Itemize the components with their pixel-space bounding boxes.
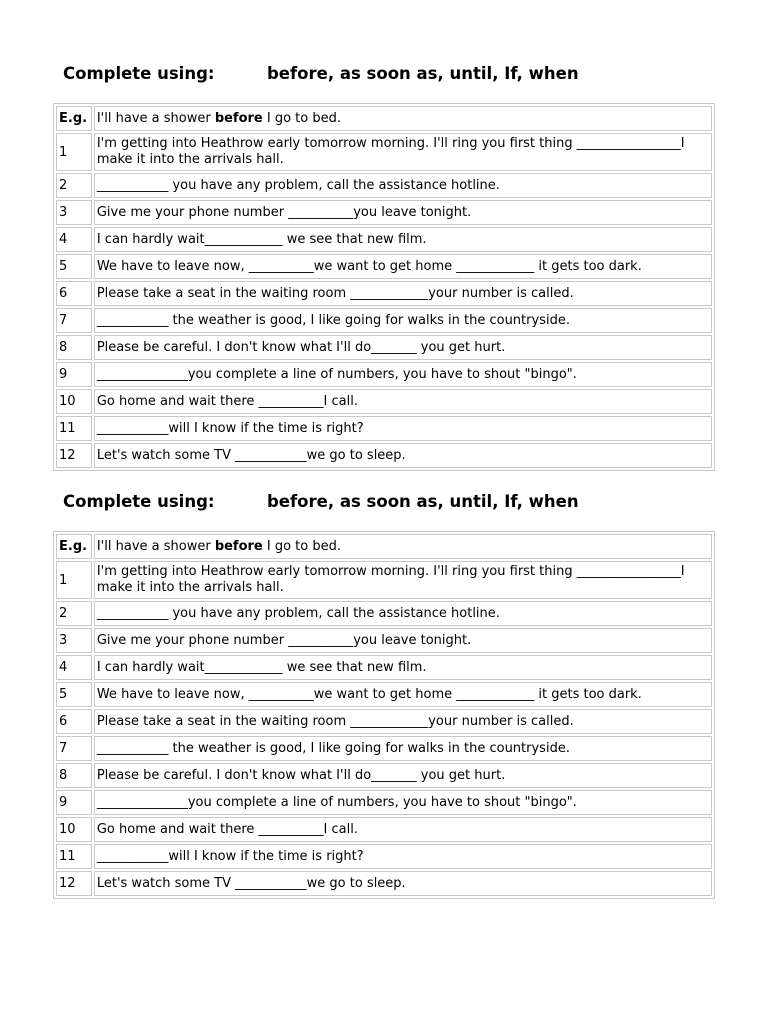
example-label: E.g. — [56, 534, 92, 559]
row-sentence: I'm getting into Heathrow early tomorrow morning. I'll ring you first thing ________________I make it into the arrivals hall. — [94, 133, 712, 171]
table-row — [56, 227, 712, 252]
heading-word-list: before, as soon as, until, If, when — [267, 64, 579, 83]
row-sentence: ___________will I know if the time is right? — [94, 844, 712, 869]
table-row — [56, 682, 712, 707]
table-row — [56, 709, 712, 734]
heading-label: Complete using: — [63, 64, 215, 83]
table-row — [56, 871, 712, 896]
table-row — [56, 844, 712, 869]
row-sentence: I'm getting into Heathrow early tomorrow morning. I'll ring you first thing ________________I make it into the arrivals hall. — [94, 561, 712, 599]
row-sentence: ___________ the weather is good, I like going for walks in the countryside. — [94, 736, 712, 761]
row-number: 2 — [56, 173, 92, 198]
example-text-before: I'll have a shower — [96, 539, 215, 554]
example-keyword: before — [214, 111, 263, 126]
example-sentence — [94, 106, 712, 131]
table-row — [56, 133, 712, 171]
table-row — [56, 335, 712, 360]
row-sentence: ___________ you have any problem, call the assistance hotline. — [94, 601, 712, 626]
row-sentence: I can hardly wait____________ we see that new film. — [94, 655, 712, 680]
row-sentence: ___________ you have any problem, call the assistance hotline. — [94, 173, 712, 198]
table-row — [56, 389, 712, 414]
row-number: 9 — [56, 362, 92, 387]
table-row — [56, 443, 712, 468]
table-row — [56, 173, 712, 198]
row-sentence: Let's watch some TV ___________we go to sleep. — [94, 443, 712, 468]
table-row — [56, 281, 712, 306]
row-sentence: ______________you complete a line of numbers, you have to shout "bingo". — [94, 790, 712, 815]
table-row — [56, 254, 712, 279]
table-row — [56, 628, 712, 653]
table-row — [56, 308, 712, 333]
table-row — [56, 200, 712, 225]
row-number: 6 — [56, 709, 92, 734]
exercise-table-2 — [53, 531, 715, 899]
section-heading — [53, 60, 715, 92]
row-sentence: Give me your phone number __________you leave tonight. — [94, 200, 712, 225]
row-sentence: ___________ the weather is good, I like going for walks in the countryside. — [94, 308, 712, 333]
row-number: 11 — [56, 416, 92, 441]
example-text-after: I go to bed. — [262, 111, 342, 126]
row-number: 12 — [56, 871, 92, 896]
row-sentence: Let's watch some TV ___________we go to sleep. — [94, 871, 712, 896]
exercise-table-1 — [53, 103, 715, 471]
table-row — [56, 561, 712, 599]
table-row — [56, 763, 712, 788]
row-sentence: Go home and wait there __________I call. — [94, 389, 712, 414]
row-number: 6 — [56, 281, 92, 306]
heading-label: Complete using: — [63, 492, 215, 511]
example-label: E.g. — [56, 106, 92, 131]
row-sentence: Please take a seat in the waiting room ____________your number is called. — [94, 709, 712, 734]
exercise-section-2 — [53, 488, 715, 891]
heading-word-list: before, as soon as, until, If, when — [267, 492, 579, 511]
row-number: 3 — [56, 200, 92, 225]
row-sentence: Go home and wait there __________I call. — [94, 817, 712, 842]
row-number: 7 — [56, 736, 92, 761]
row-number: 10 — [56, 389, 92, 414]
row-number: 1 — [56, 561, 92, 599]
row-sentence: I can hardly wait____________ we see that new film. — [94, 227, 712, 252]
row-sentence: Please be careful. I don't know what I'll do_______ you get hurt. — [94, 763, 712, 788]
example-row — [56, 534, 712, 559]
row-number: 8 — [56, 335, 92, 360]
row-sentence: We have to leave now, __________we want to get home ____________ it gets too dark. — [94, 682, 712, 707]
table-row — [56, 736, 712, 761]
row-number: 7 — [56, 308, 92, 333]
section-heading — [53, 488, 715, 520]
row-number: 5 — [56, 254, 92, 279]
row-number: 9 — [56, 790, 92, 815]
row-number: 11 — [56, 844, 92, 869]
example-sentence — [94, 534, 712, 559]
example-row — [56, 106, 712, 131]
example-text-before: I'll have a shower — [96, 111, 215, 126]
row-sentence: ___________will I know if the time is right? — [94, 416, 712, 441]
row-sentence: Give me your phone number __________you leave tonight. — [94, 628, 712, 653]
row-sentence: We have to leave now, __________we want to get home ____________ it gets too dark. — [94, 254, 712, 279]
row-number: 4 — [56, 655, 92, 680]
row-sentence: Please be careful. I don't know what I'll do_______ you get hurt. — [94, 335, 712, 360]
table-row — [56, 416, 712, 441]
row-number: 2 — [56, 601, 92, 626]
row-sentence: ______________you complete a line of numbers, you have to shout "bingo". — [94, 362, 712, 387]
row-number: 4 — [56, 227, 92, 252]
table-row — [56, 790, 712, 815]
example-keyword: before — [214, 539, 263, 554]
row-sentence: Please take a seat in the waiting room ____________your number is called. — [94, 281, 712, 306]
row-number: 8 — [56, 763, 92, 788]
table-row — [56, 655, 712, 680]
exercise-section-1 — [53, 60, 715, 463]
example-text-after: I go to bed. — [262, 539, 342, 554]
row-number: 12 — [56, 443, 92, 468]
row-number: 3 — [56, 628, 92, 653]
row-number: 5 — [56, 682, 92, 707]
table-row — [56, 817, 712, 842]
table-row — [56, 601, 712, 626]
table-row — [56, 362, 712, 387]
row-number: 1 — [56, 133, 92, 171]
row-number: 10 — [56, 817, 92, 842]
